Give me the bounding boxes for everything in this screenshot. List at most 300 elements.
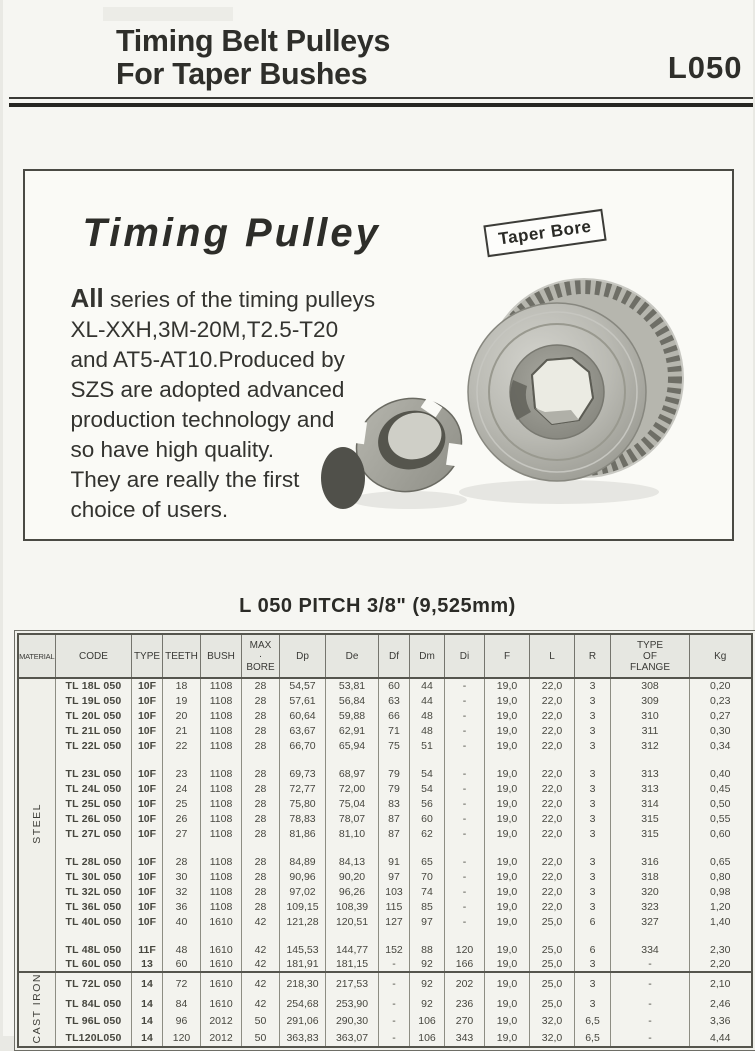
spacer-cell — [575, 841, 611, 854]
spacer-cell — [56, 753, 132, 766]
cell-type: 13 — [132, 957, 163, 972]
cell-max_bore: 28 — [242, 738, 280, 753]
cell-f: 19,0 — [485, 781, 530, 796]
cell-f: 19,0 — [485, 884, 530, 899]
col-header-di: Di — [445, 634, 485, 678]
cell-type: 11F — [132, 942, 163, 957]
cell-l: 22,0 — [530, 854, 575, 869]
cell-teeth: 28 — [163, 854, 201, 869]
cell-r: 3 — [575, 678, 611, 693]
cell-dm: 65 — [410, 854, 445, 869]
table-row — [18, 781, 752, 796]
spacer-cell — [379, 753, 410, 766]
cell-flange: 318 — [611, 869, 690, 884]
cell-df: 103 — [379, 884, 410, 899]
cell-di: 270 — [445, 1013, 485, 1030]
cell-max_bore: 28 — [242, 766, 280, 781]
cell-max_bore: 50 — [242, 1013, 280, 1030]
material-cell-cast-iron — [18, 972, 56, 1047]
cell-di: - — [445, 869, 485, 884]
cell-code: TL 32L 050 — [56, 884, 132, 899]
cell-type: 10F — [132, 796, 163, 811]
cell-type: 14 — [132, 1030, 163, 1047]
cell-dm: 48 — [410, 708, 445, 723]
cell-f: 19,0 — [485, 826, 530, 841]
cell-max_bore: 28 — [242, 884, 280, 899]
cell-code: TL 18L 050 — [56, 678, 132, 693]
cell-de: 363,07 — [326, 1030, 379, 1047]
cell-l: 22,0 — [530, 693, 575, 708]
cell-dp: 363,83 — [280, 1030, 326, 1047]
cell-de: 253,90 — [326, 995, 379, 1012]
col-header-code: CODE — [56, 634, 132, 678]
cell-dp: 69,73 — [280, 766, 326, 781]
cell-f: 19,0 — [485, 957, 530, 972]
cell-dp: 218,30 — [280, 972, 326, 995]
cell-di: 343 — [445, 1030, 485, 1047]
cell-r: 3 — [575, 972, 611, 995]
cell-code: TL120L050 — [56, 1030, 132, 1047]
cell-f: 19,0 — [485, 796, 530, 811]
cell-f: 19,0 — [485, 723, 530, 738]
cell-di: - — [445, 693, 485, 708]
cell-bush: 1108 — [201, 781, 242, 796]
cell-dm: 70 — [410, 869, 445, 884]
spacer-cell — [485, 753, 530, 766]
header-row — [18, 634, 752, 678]
cell-l: 25,0 — [530, 914, 575, 929]
cell-flange: 315 — [611, 811, 690, 826]
cell-r: 6 — [575, 914, 611, 929]
cell-bush: 1610 — [201, 972, 242, 995]
cell-kg: 0,60 — [690, 826, 752, 841]
cell-df: 83 — [379, 796, 410, 811]
cell-kg: 2,30 — [690, 942, 752, 957]
cell-de: 53,81 — [326, 678, 379, 693]
cell-f: 19,0 — [485, 678, 530, 693]
cell-f: 19,0 — [485, 869, 530, 884]
cell-flange: 334 — [611, 942, 690, 957]
header-rule-thin — [9, 97, 753, 99]
cell-max_bore: 28 — [242, 708, 280, 723]
cell-l: 32,0 — [530, 1030, 575, 1047]
cell-de: 68,97 — [326, 766, 379, 781]
cell-type: 14 — [132, 995, 163, 1012]
cell-max_bore: 28 — [242, 826, 280, 841]
cell-flange: 308 — [611, 678, 690, 693]
cell-di: - — [445, 738, 485, 753]
cell-kg: 1,40 — [690, 914, 752, 929]
spacer-cell — [575, 753, 611, 766]
cell-dp: 63,67 — [280, 723, 326, 738]
cell-code: TL 23L 050 — [56, 766, 132, 781]
cell-de: 84,13 — [326, 854, 379, 869]
cell-dp: 90,96 — [280, 869, 326, 884]
description-line: SZS are adopted advanced — [71, 375, 381, 405]
cell-teeth: 40 — [163, 914, 201, 929]
cell-l: 22,0 — [530, 811, 575, 826]
spacer-cell — [242, 753, 280, 766]
cell-dm: 74 — [410, 884, 445, 899]
cell-l: 32,0 — [530, 1013, 575, 1030]
cell-bush: 1108 — [201, 811, 242, 826]
cell-de: 72,00 — [326, 781, 379, 796]
cell-code: TL 30L 050 — [56, 869, 132, 884]
cell-r: 6,5 — [575, 1030, 611, 1047]
spacer-cell — [201, 841, 242, 854]
spacer-row — [18, 929, 752, 942]
cell-de: 217,53 — [326, 972, 379, 995]
cell-de: 96,26 — [326, 884, 379, 899]
material-label: STEEL — [31, 803, 43, 844]
spacer-cell — [56, 841, 132, 854]
col-header-dm: Dm — [410, 634, 445, 678]
table-row — [18, 723, 752, 738]
timing-pulley-photo — [347, 227, 727, 533]
cell-f: 19,0 — [485, 811, 530, 826]
cell-df: 127 — [379, 914, 410, 929]
cell-f: 19,0 — [485, 899, 530, 914]
spacer-cell — [410, 929, 445, 942]
cell-teeth: 21 — [163, 723, 201, 738]
cell-bush: 1108 — [201, 723, 242, 738]
cell-code: TL 72L 050 — [56, 972, 132, 995]
spacer-cell — [690, 753, 752, 766]
spacer-cell — [242, 929, 280, 942]
pulley-shadow — [459, 480, 659, 504]
cell-dm: 62 — [410, 826, 445, 841]
cell-di: - — [445, 708, 485, 723]
cell-type: 10F — [132, 723, 163, 738]
cell-flange: 310 — [611, 708, 690, 723]
cell-l: 22,0 — [530, 766, 575, 781]
cell-f: 19,0 — [485, 1013, 530, 1030]
cell-f: 19,0 — [485, 708, 530, 723]
cell-teeth: 84 — [163, 995, 201, 1012]
cell-code: TL 25L 050 — [56, 796, 132, 811]
cell-max_bore: 28 — [242, 796, 280, 811]
page-title-line1: Timing Belt Pulleys — [116, 24, 390, 57]
cell-max_bore: 42 — [242, 957, 280, 972]
cell-dp: 84,89 — [280, 854, 326, 869]
cell-de: 75,04 — [326, 796, 379, 811]
cell-type: 10F — [132, 869, 163, 884]
cell-r: 3 — [575, 796, 611, 811]
col-header-r: R — [575, 634, 611, 678]
cell-f: 19,0 — [485, 693, 530, 708]
spacer-cell — [530, 753, 575, 766]
cell-de: 144,77 — [326, 942, 379, 957]
cell-flange: - — [611, 1030, 690, 1047]
cell-df: 79 — [379, 781, 410, 796]
cell-dp: 57,61 — [280, 693, 326, 708]
cell-flange: 309 — [611, 693, 690, 708]
spacer-row — [18, 841, 752, 854]
cell-max_bore: 28 — [242, 678, 280, 693]
cell-dp: 78,83 — [280, 811, 326, 826]
cell-flange: 314 — [611, 796, 690, 811]
cell-kg: 0,55 — [690, 811, 752, 826]
header-rule-thick — [9, 103, 753, 107]
cell-kg: 0,30 — [690, 723, 752, 738]
cell-df: 97 — [379, 869, 410, 884]
table-row — [18, 766, 752, 781]
description-lead-rest: series of the timing pulleys — [104, 287, 375, 312]
cell-kg: 0,80 — [690, 869, 752, 884]
cell-de: 108,39 — [326, 899, 379, 914]
cell-r: 3 — [575, 811, 611, 826]
cell-kg: 0,34 — [690, 738, 752, 753]
table-row — [18, 708, 752, 723]
cell-type: 10F — [132, 708, 163, 723]
cell-df: 60 — [379, 678, 410, 693]
cell-code: TL 24L 050 — [56, 781, 132, 796]
spacer-row — [18, 753, 752, 766]
spacer-cell — [611, 753, 690, 766]
col-header-bush: BUSH — [201, 634, 242, 678]
table-row — [18, 826, 752, 841]
cell-max_bore: 28 — [242, 869, 280, 884]
cell-teeth: 22 — [163, 738, 201, 753]
cell-l: 22,0 — [530, 723, 575, 738]
table-row — [18, 914, 752, 929]
spacer-cell — [326, 841, 379, 854]
cell-di: - — [445, 899, 485, 914]
col-header-l: L — [530, 634, 575, 678]
cell-teeth: 20 — [163, 708, 201, 723]
cell-l: 22,0 — [530, 708, 575, 723]
material-label: CAST IRON — [31, 973, 43, 1043]
cell-teeth: 24 — [163, 781, 201, 796]
cell-f: 19,0 — [485, 1030, 530, 1047]
cell-code: TL 20L 050 — [56, 708, 132, 723]
page-title-line2: For Taper Bushes — [116, 57, 390, 90]
cell-bush: 1610 — [201, 957, 242, 972]
cell-dp: 81,86 — [280, 826, 326, 841]
cell-teeth: 30 — [163, 869, 201, 884]
description-line: so have high quality. — [71, 435, 381, 465]
cell-kg: 0,50 — [690, 796, 752, 811]
spacer-cell — [379, 841, 410, 854]
cell-df: - — [379, 972, 410, 995]
cell-flange: 327 — [611, 914, 690, 929]
cell-max_bore: 28 — [242, 811, 280, 826]
cell-dp: 60,64 — [280, 708, 326, 723]
cell-code: TL 48L 050 — [56, 942, 132, 957]
description-line: XL-XXH,3M-20M,T2.5-T20 — [71, 315, 381, 345]
cell-dm: 88 — [410, 942, 445, 957]
cell-teeth: 19 — [163, 693, 201, 708]
spacer-cell — [611, 929, 690, 942]
cell-kg: 0,45 — [690, 781, 752, 796]
cell-df: 71 — [379, 723, 410, 738]
cell-l: 22,0 — [530, 796, 575, 811]
cell-teeth: 72 — [163, 972, 201, 995]
cell-bush: 1108 — [201, 884, 242, 899]
cell-bush: 1610 — [201, 914, 242, 929]
cell-f: 19,0 — [485, 914, 530, 929]
cell-r: 3 — [575, 826, 611, 841]
table-title: L 050 PITCH 3/8" (9,525mm) — [3, 595, 753, 618]
cell-code: TL 21L 050 — [56, 723, 132, 738]
cell-r: 6 — [575, 942, 611, 957]
cell-teeth: 26 — [163, 811, 201, 826]
cell-dm: 44 — [410, 678, 445, 693]
cell-teeth: 96 — [163, 1013, 201, 1030]
cell-df: 63 — [379, 693, 410, 708]
cell-di: - — [445, 854, 485, 869]
description-line: They are really the first — [71, 465, 381, 495]
cell-df: - — [379, 957, 410, 972]
description-lead: All — [71, 283, 104, 313]
cell-de: 120,51 — [326, 914, 379, 929]
cell-df: 79 — [379, 766, 410, 781]
cell-flange: - — [611, 995, 690, 1012]
cell-di: 120 — [445, 942, 485, 957]
spacer-cell — [410, 841, 445, 854]
table-row — [18, 942, 752, 957]
cell-df: - — [379, 995, 410, 1012]
cell-de: 78,07 — [326, 811, 379, 826]
spacer-cell — [530, 841, 575, 854]
table-row — [18, 678, 752, 693]
cell-r: 3 — [575, 854, 611, 869]
col-header-flange: TYPE OF FLANGE — [611, 634, 690, 678]
spacer-cell — [379, 929, 410, 942]
cell-flange: 311 — [611, 723, 690, 738]
cell-df: 91 — [379, 854, 410, 869]
cell-f: 19,0 — [485, 972, 530, 995]
table-row — [18, 1013, 752, 1030]
cell-l: 22,0 — [530, 869, 575, 884]
large-pulley-icon — [468, 279, 683, 481]
cell-type: 10F — [132, 781, 163, 796]
cell-type: 10F — [132, 826, 163, 841]
spacer-cell — [163, 929, 201, 942]
cell-dp: 254,68 — [280, 995, 326, 1012]
cell-f: 19,0 — [485, 942, 530, 957]
cell-max_bore: 28 — [242, 854, 280, 869]
cell-kg: 0,98 — [690, 884, 752, 899]
spacer-cell — [163, 841, 201, 854]
cell-type: 10F — [132, 811, 163, 826]
cell-flange: 316 — [611, 854, 690, 869]
cell-de: 181,15 — [326, 957, 379, 972]
cell-teeth: 36 — [163, 899, 201, 914]
cell-r: 3 — [575, 723, 611, 738]
cell-l: 22,0 — [530, 781, 575, 796]
table-row — [18, 1030, 752, 1047]
cell-code: TL 84L 050 — [56, 995, 132, 1012]
cell-l: 25,0 — [530, 972, 575, 995]
cell-de: 56,84 — [326, 693, 379, 708]
cell-f: 19,0 — [485, 854, 530, 869]
cell-teeth: 48 — [163, 942, 201, 957]
cell-bush: 1108 — [201, 738, 242, 753]
cell-flange: 320 — [611, 884, 690, 899]
table-row — [18, 869, 752, 884]
cell-r: 3 — [575, 995, 611, 1012]
cell-type: 14 — [132, 972, 163, 995]
table-row — [18, 957, 752, 972]
cell-bush: 1108 — [201, 854, 242, 869]
cell-bush: 1108 — [201, 766, 242, 781]
cell-r: 3 — [575, 884, 611, 899]
col-header-kg: Kg — [690, 634, 752, 678]
cell-dp: 54,57 — [280, 678, 326, 693]
cell-r: 3 — [575, 693, 611, 708]
cell-max_bore: 42 — [242, 942, 280, 957]
col-header-df: Df — [379, 634, 410, 678]
spacer-cell — [530, 929, 575, 942]
cell-code: TL 27L 050 — [56, 826, 132, 841]
cell-bush: 1108 — [201, 693, 242, 708]
spacer-cell — [201, 929, 242, 942]
cell-flange: 313 — [611, 766, 690, 781]
cell-di: - — [445, 826, 485, 841]
table-row — [18, 738, 752, 753]
cell-l: 22,0 — [530, 678, 575, 693]
cell-dp: 291,06 — [280, 1013, 326, 1030]
cell-df: - — [379, 1030, 410, 1047]
cell-flange: 313 — [611, 781, 690, 796]
spacer-cell — [132, 841, 163, 854]
cell-teeth: 18 — [163, 678, 201, 693]
cell-di: - — [445, 678, 485, 693]
cell-max_bore: 50 — [242, 1030, 280, 1047]
cell-kg: 0,40 — [690, 766, 752, 781]
spacer-cell — [242, 841, 280, 854]
material-cell-steel — [18, 678, 56, 972]
cell-dp: 121,28 — [280, 914, 326, 929]
spacer-cell — [132, 753, 163, 766]
cell-type: 10F — [132, 738, 163, 753]
cell-l: 25,0 — [530, 995, 575, 1012]
spacer-cell — [132, 929, 163, 942]
spacer-cell — [485, 841, 530, 854]
cell-code: TL 19L 050 — [56, 693, 132, 708]
cell-di: - — [445, 884, 485, 899]
cell-dm: 54 — [410, 781, 445, 796]
cell-kg: 2,46 — [690, 995, 752, 1012]
cell-di: 202 — [445, 972, 485, 995]
description-line: and AT5-AT10.Produced by — [71, 345, 381, 375]
cell-dp: 66,70 — [280, 738, 326, 753]
cell-f: 19,0 — [485, 995, 530, 1012]
cell-di: - — [445, 781, 485, 796]
table-row — [18, 811, 752, 826]
cell-type: 10F — [132, 766, 163, 781]
spacer-cell — [445, 841, 485, 854]
cell-dp: 72,77 — [280, 781, 326, 796]
cell-dm: 106 — [410, 1030, 445, 1047]
cell-l: 22,0 — [530, 738, 575, 753]
cell-max_bore: 28 — [242, 693, 280, 708]
description-line: choice of users. — [71, 495, 381, 525]
spacer-cell — [280, 929, 326, 942]
cell-teeth: 60 — [163, 957, 201, 972]
cell-kg: 2,20 — [690, 957, 752, 972]
cell-di: 166 — [445, 957, 485, 972]
cell-max_bore: 28 — [242, 899, 280, 914]
cell-df: 66 — [379, 708, 410, 723]
cell-type: 10F — [132, 899, 163, 914]
table-head — [18, 634, 752, 678]
cell-df: - — [379, 1013, 410, 1030]
cell-code: TL 40L 050 — [56, 914, 132, 929]
cell-kg: 0,23 — [690, 693, 752, 708]
spacer-cell — [163, 753, 201, 766]
